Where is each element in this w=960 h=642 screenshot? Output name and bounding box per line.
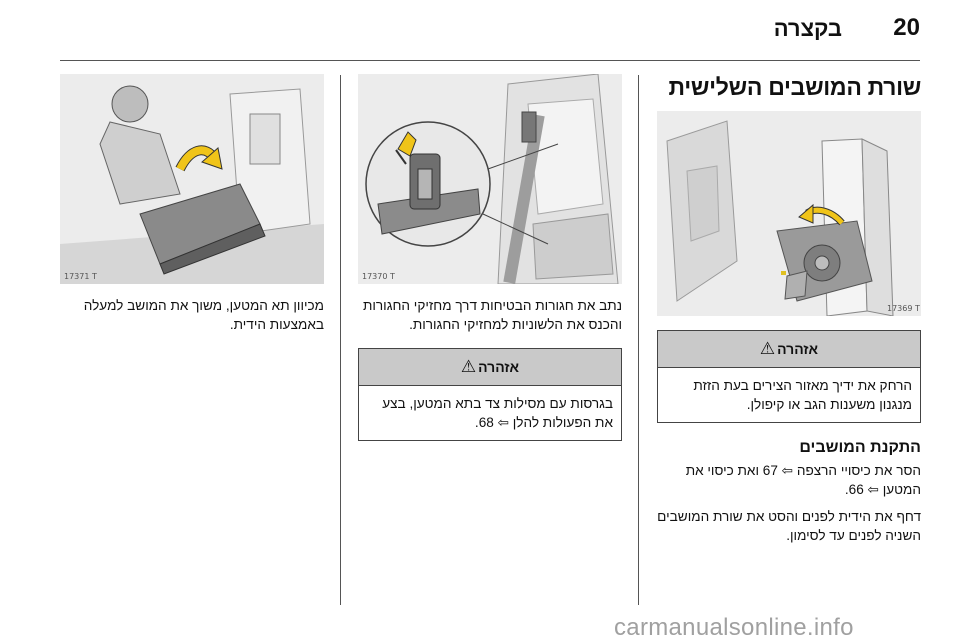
install-step-2: דחף את הידית לפנים והסט את שורת המושבים השניה לפנים עד לסימון. [657,509,921,543]
figure-number: 17371 T [64,272,97,281]
warning-triangle-icon: ⚠ [759,339,776,358]
warning-box [358,348,622,441]
warning-heading [658,331,920,368]
seat-hinge-drawing [657,111,921,316]
warning-heading [359,349,621,386]
figure-number: 17370 T [362,272,395,281]
middle-column [358,74,622,441]
column-divider-left [340,75,341,605]
warning-text: בגרסות עם מסילות צד בתא המטען, בצע את הפעולות להלן ⇦ 68. [382,396,613,430]
right-column [657,70,921,545]
install-step-1: הסר את כיסויי הרצפה ⇦ 67 ואת כיסוי את המטען ⇦ 66. [685,463,921,497]
seatbelt-instruction: נתב את חגורות הבטיחות דרך מחזיקי החגורות והכנס את הלשוניות למחזיקי החגורות. [362,298,622,332]
page-header [60,14,920,50]
seatbelt-illustration [358,74,622,284]
section-title: שורת המושבים השלישית [668,74,921,100]
warning-triangle-icon: ⚠ [460,357,477,376]
seat-lift-instruction: מכיוון תא המטען, משוך את המושב למעלה באמצעות הידית. [83,298,324,332]
seat-lift-drawing [60,74,324,284]
site-watermark: carmanualsonline.info [614,614,854,641]
seat-lift-illustration [60,74,324,284]
figure-number: 17369 T [887,304,920,313]
warning-text: הרחק את ידיך מאזור הצירים בעת הזזת מנגנון משענות הגב או קיפולן. [693,378,912,412]
warning-heading-text: אזהרה [777,341,819,357]
page-title: בקצרה [773,16,842,41]
seat-hinge-illustration [657,111,921,316]
seatbelt-drawing [358,74,622,284]
install-heading: התקנת המושבים [799,439,921,456]
page-number: 20 [893,14,920,41]
left-column [60,74,324,334]
warning-heading-text: אזהרה [478,359,520,375]
warning-box [657,330,921,423]
header-divider [60,60,920,61]
column-divider-right [638,75,639,605]
